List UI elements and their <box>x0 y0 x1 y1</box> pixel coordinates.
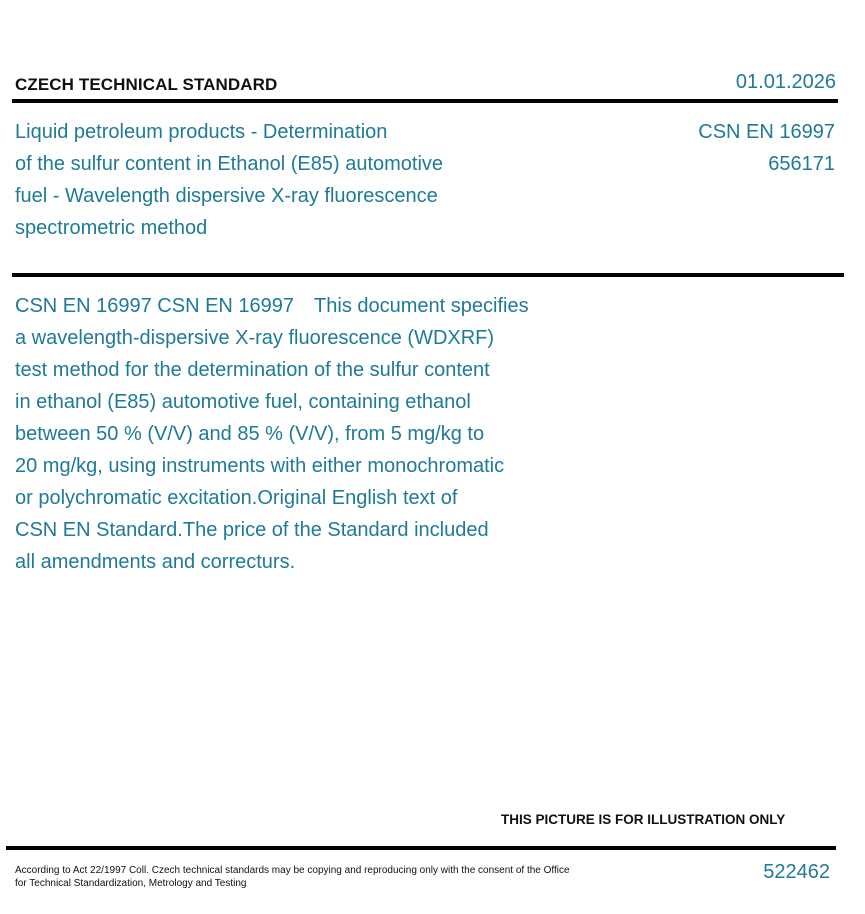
standard-identifiers <box>698 116 835 180</box>
document-title <box>15 116 515 244</box>
description-line: all amendments and correcturs. <box>15 551 296 573</box>
document-description <box>15 290 585 578</box>
standard-code: CSN EN 16997 <box>698 121 835 143</box>
page-heading: CZECH TECHNICAL STANDARD <box>15 75 278 94</box>
legal-line: According to Act 22/1997 Coll. Czech technical standards may be copying and reproducing only with the consent of the Office <box>15 865 570 876</box>
title-line: spectrometric method <box>15 217 208 239</box>
header-divider <box>12 99 838 103</box>
description-line: CSN EN Standard.The price of the Standard included <box>15 519 489 541</box>
description-line: between 50 % (V/V) and 85 % (V/V), from 5 mg/kg to <box>15 423 485 445</box>
description-line: or polychromatic excitation.Original English text of <box>15 487 458 509</box>
title-line: fuel - Wavelength dispersive X-ray fluorescence <box>15 185 438 207</box>
legal-notice <box>15 864 615 890</box>
legal-line: for Technical Standardization, Metrology and Testing <box>15 878 247 889</box>
description-codes: CSN EN 16997 CSN EN 16997 <box>15 295 295 317</box>
description-line: test method for the determination of the sulfur content <box>15 359 490 381</box>
catalog-number: 522462 <box>763 861 830 883</box>
title-line: Liquid petroleum products - Determination <box>15 121 388 143</box>
title-line: of the sulfur content in Ethanol (E85) automotive <box>15 153 444 175</box>
description-line: This document specifies <box>314 295 529 317</box>
description-line: 20 mg/kg, using instruments with either monochromatic <box>15 455 505 477</box>
description-line: a wavelength-dispersive X-ray fluorescence (WDXRF) <box>15 327 495 349</box>
footer-divider <box>6 846 836 850</box>
class-number: 656171 <box>768 153 835 175</box>
issue-date: 01.01.2026 <box>735 71 836 93</box>
illustration-notice: THIS PICTURE IS FOR ILLUSTRATION ONLY <box>501 812 786 827</box>
description-first-line <box>15 290 585 322</box>
description-line: in ethanol (E85) automotive fuel, containing ethanol <box>15 391 471 413</box>
title-divider <box>12 273 844 277</box>
